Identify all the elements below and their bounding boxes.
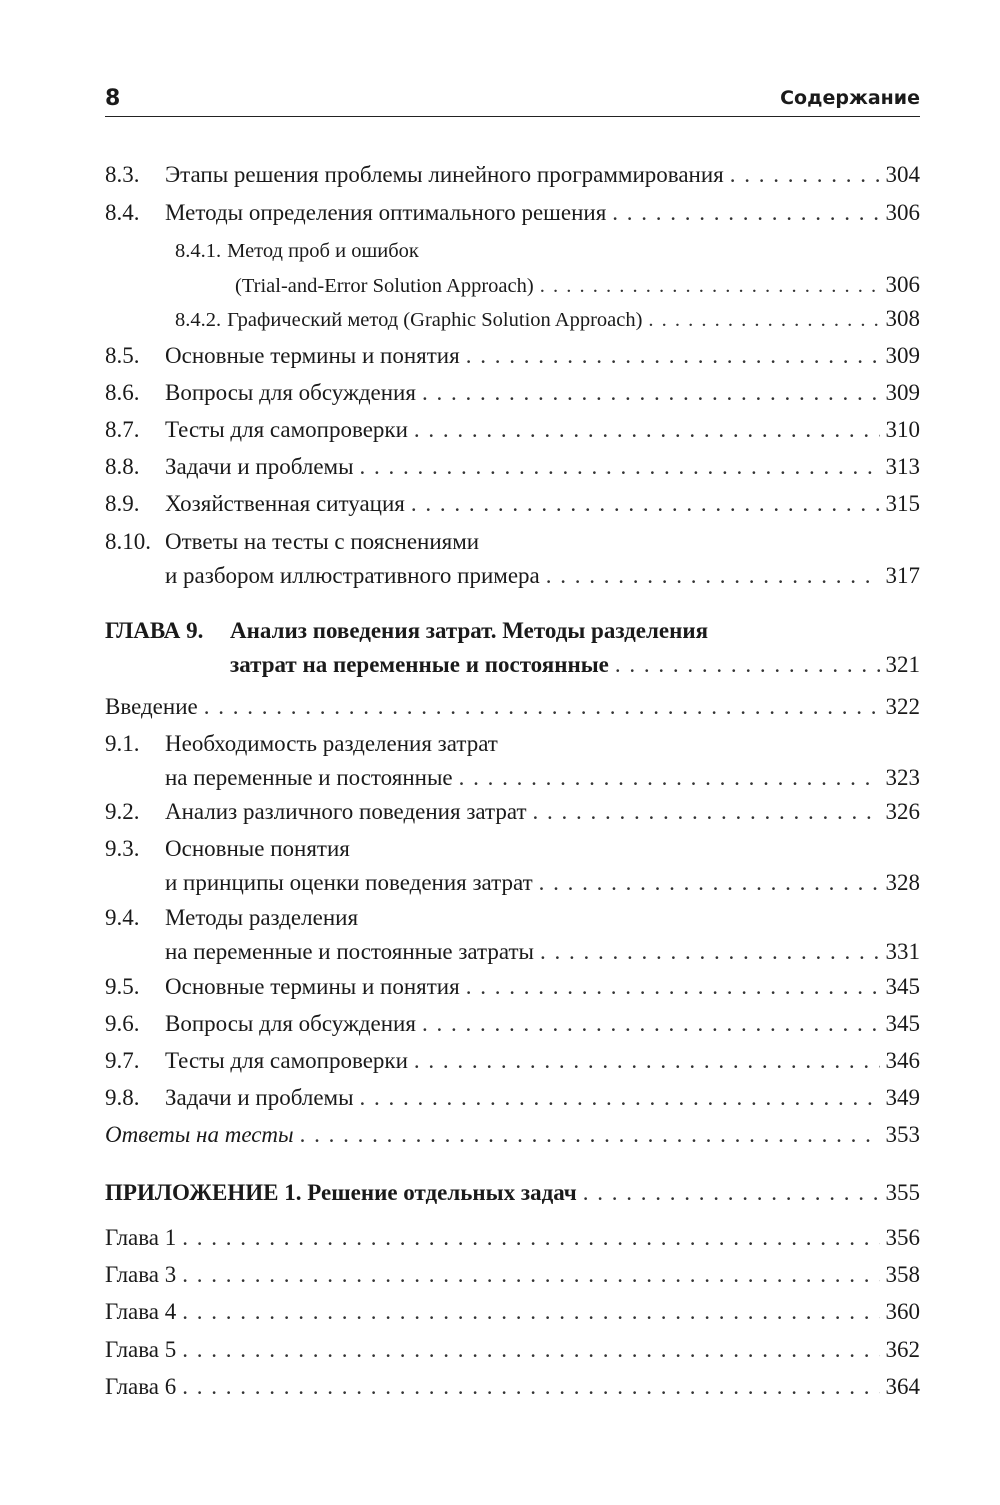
toc-entry-title: Глава 6 (105, 1374, 177, 1399)
dot-leader (182, 1258, 879, 1292)
toc-entry-title: Тесты для самопроверки (165, 417, 408, 442)
toc-entry-title: Хозяйственная ситуация (165, 491, 405, 516)
toc-entry-number: 9.6. (105, 1011, 140, 1036)
dot-leader (182, 1295, 879, 1329)
toc-entry-8-3[interactable] (105, 158, 920, 192)
toc-entry-title: Анализ различного поведения затрат (165, 799, 527, 824)
toc-entry-page: 306 (885, 200, 920, 225)
toc-entry-number: 8.8. (105, 454, 140, 479)
dot-leader (204, 690, 880, 724)
toc-entry-page: 353 (885, 1122, 920, 1147)
toc-entry-9-2[interactable] (105, 795, 920, 829)
toc-entry-page: 313 (885, 454, 920, 479)
page-number: 8 (105, 86, 121, 111)
dot-leader (459, 761, 880, 795)
toc-entry-page: 362 (885, 1337, 920, 1362)
toc-entry-number: 8.4.1. (175, 240, 222, 262)
dot-leader (414, 1044, 880, 1078)
appendix-title: ПРИЛОЖЕНИЕ 1. Решение отдельных задач (105, 1180, 577, 1205)
running-head: Содержание (780, 87, 920, 109)
toc-entry-title: Вопросы для обсуждения (165, 380, 416, 405)
toc-entry-page: 310 (885, 417, 920, 442)
dot-leader (466, 970, 880, 1004)
toc-entry-title: Методы определения оптимального решения (165, 200, 607, 225)
toc-entry-title: Ответы на тесты (105, 1122, 294, 1147)
chapter-title-continued: затрат на переменные и постоянные (230, 652, 609, 677)
toc-entry-title: Вопросы для обсуждения (165, 1011, 416, 1036)
toc-entry-page: 346 (885, 1048, 920, 1073)
toc-entry-9-3[interactable] (105, 832, 920, 900)
toc-entry-page: 364 (885, 1374, 920, 1399)
toc-entry-8-9[interactable] (105, 487, 920, 521)
toc-entry-title: Задачи и проблемы (165, 1085, 354, 1110)
dot-leader (648, 303, 879, 337)
dot-leader (182, 1333, 879, 1367)
toc-entry-number: 8.4. (105, 200, 140, 225)
dot-leader (411, 487, 880, 521)
toc-entry-test-answers[interactable] (105, 1118, 920, 1152)
toc-entry-number: 9.8. (105, 1085, 140, 1110)
toc-entry-9-6[interactable] (105, 1007, 920, 1041)
toc-entry-number: 9.1. (105, 731, 140, 756)
toc-entry-title: Графический метод (Graphic Solution Approach) (227, 309, 643, 331)
toc-entry-page: 328 (885, 870, 920, 895)
dot-leader (360, 1081, 880, 1115)
chapter-number: ГЛАВА 9. (105, 618, 204, 643)
toc-entry-chapter-6-solutions[interactable] (105, 1370, 920, 1404)
toc-entry-title: Основные термины и понятия (165, 974, 460, 999)
toc-entry-number: 8.6. (105, 380, 140, 405)
toc-entry-number: 9.2. (105, 799, 140, 824)
toc-entry-title: Глава 3 (105, 1262, 177, 1287)
toc-entry-8-7[interactable] (105, 413, 920, 447)
toc-entry-title: Основные термины и понятия (165, 343, 460, 368)
toc-entry-page: 326 (885, 799, 920, 824)
toc-entry-page: 309 (885, 380, 920, 405)
toc-entry-page: 309 (885, 343, 920, 368)
toc-entry-title: Основные понятия (165, 836, 350, 861)
dot-leader (612, 196, 879, 230)
dot-leader (466, 339, 880, 373)
toc-entry-title: Метод проб и ошибок (227, 240, 419, 262)
toc-entry-8-6[interactable] (105, 376, 920, 410)
toc-entry-page: 306 (885, 272, 920, 297)
toc-entry-page: 360 (885, 1299, 920, 1324)
dot-leader (414, 413, 880, 447)
toc-entry-title: Задачи и проблемы (165, 454, 354, 479)
dot-leader (182, 1370, 879, 1404)
chapter-page: 321 (885, 652, 920, 677)
toc-entry-page: 356 (885, 1225, 920, 1250)
dot-leader (422, 1007, 880, 1041)
toc-entry-title: Методы разделения (165, 905, 359, 930)
toc-entry-page: 345 (885, 974, 920, 999)
toc-entry-title: Глава 5 (105, 1337, 177, 1362)
toc-entry-title-continued: на переменные и постоянные (165, 765, 453, 790)
toc-entry-8-4-1[interactable] (105, 234, 920, 302)
toc-entry-page: 345 (885, 1011, 920, 1036)
toc-entry-chapter-3-solutions[interactable] (105, 1258, 920, 1292)
dot-leader (300, 1118, 880, 1152)
toc-entry-page: 322 (885, 694, 920, 719)
toc-entry-title-continued: (Trial-and-Error Solution Approach) (235, 275, 534, 297)
toc-entry-title: Глава 4 (105, 1299, 177, 1324)
toc-entry-page: 349 (885, 1085, 920, 1110)
toc-entry-page: 358 (885, 1262, 920, 1287)
dot-leader (540, 269, 880, 303)
toc-entry-page: 331 (885, 939, 920, 964)
dot-leader (422, 376, 880, 410)
toc-entry-page: 315 (885, 491, 920, 516)
toc-entry-number: 8.9. (105, 491, 140, 516)
toc-entry-chapter-1-solutions[interactable] (105, 1221, 920, 1255)
toc-entry-9-7[interactable] (105, 1044, 920, 1078)
dot-leader (540, 935, 880, 969)
toc-entry-9-4[interactable] (105, 901, 920, 969)
dot-leader (583, 1176, 880, 1210)
dot-leader (360, 450, 880, 484)
toc-entry-number: 8.7. (105, 417, 140, 442)
toc-entry-number: 8.5. (105, 343, 140, 368)
toc-entry-page: 317 (885, 563, 920, 588)
dot-leader (533, 795, 880, 829)
toc-entry-title: Глава 1 (105, 1225, 177, 1250)
toc-entry-9-8[interactable] (105, 1081, 920, 1115)
dot-leader (546, 559, 880, 593)
toc-entry-title: Введение (105, 694, 198, 719)
toc-entry-8-4-2[interactable] (105, 302, 920, 336)
dot-leader (730, 158, 880, 192)
toc-entry-title: Ответы на тесты с пояснениями (165, 529, 480, 554)
toc-entry-number: 8.10. (105, 529, 151, 554)
toc-entry-9-1[interactable] (105, 727, 920, 795)
toc-entry-number: 9.5. (105, 974, 140, 999)
toc-entry-number: 9.3. (105, 836, 140, 861)
toc-entry-title: Необходимость разделения затрат (165, 731, 498, 756)
toc-entry-8-4[interactable] (105, 196, 920, 230)
toc-entry-title-continued: и разбором иллюстративного примера (165, 563, 540, 588)
toc-entry-introduction[interactable] (105, 690, 920, 724)
toc-appendix-1[interactable] (105, 1176, 920, 1210)
toc-entry-9-5[interactable] (105, 970, 920, 1004)
toc-entry-8-5[interactable] (105, 339, 920, 373)
toc-entry-title: Тесты для самопроверки (165, 1048, 408, 1073)
toc-entry-chapter-4-solutions[interactable] (105, 1295, 920, 1329)
toc-entry-title-continued: на переменные и постоянные затраты (165, 939, 534, 964)
dot-leader (182, 1221, 879, 1255)
toc-entry-number: 8.4.2. (175, 309, 222, 331)
dot-leader (615, 648, 880, 682)
toc-entry-number: 9.4. (105, 905, 140, 930)
toc-entry-page: 304 (885, 162, 920, 187)
toc-entry-8-10[interactable] (105, 525, 920, 593)
dot-leader (539, 866, 880, 900)
chapter-title: Анализ поведения затрат. Методы разделения (230, 618, 709, 643)
appendix-page: 355 (885, 1180, 920, 1205)
toc-entry-page: 308 (885, 306, 920, 331)
toc-entry-number: 9.7. (105, 1048, 140, 1073)
toc-entry-title-continued: и принципы оценки поведения затрат (165, 870, 533, 895)
toc-entry-title: Этапы решения проблемы линейного программирования (165, 162, 724, 187)
toc-chapter-9[interactable] (105, 614, 920, 682)
toc-entry-number: 8.3. (105, 162, 140, 187)
toc-entry-8-8[interactable] (105, 450, 920, 484)
toc-entry-page: 323 (885, 765, 920, 790)
toc-entry-chapter-5-solutions[interactable] (105, 1333, 920, 1367)
